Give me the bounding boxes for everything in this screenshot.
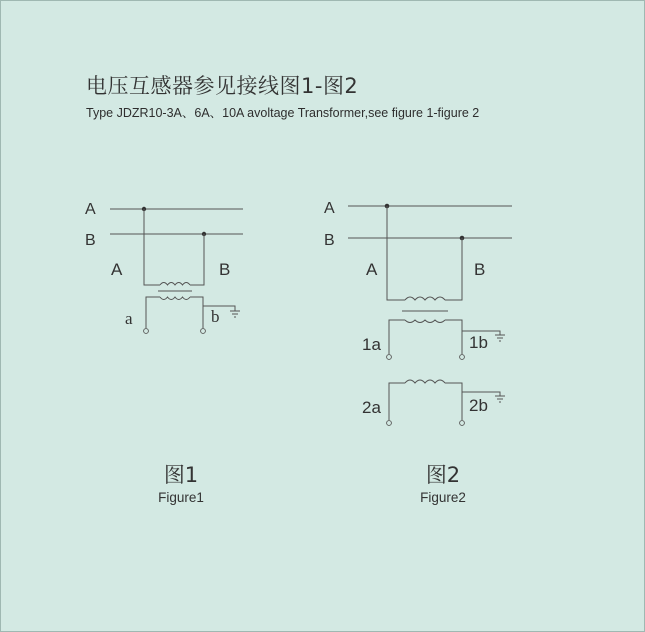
fig1-primary-b-label: B xyxy=(219,260,231,279)
fig2-primary-coil xyxy=(405,297,445,300)
figure-1 xyxy=(85,201,243,505)
fig1-ground-icon xyxy=(230,311,240,317)
fig1-primary-coil xyxy=(160,283,190,286)
fig2-terminal-1a xyxy=(387,355,392,360)
fig2-terminal-2a xyxy=(387,421,392,426)
fig1-caption-en: Figure1 xyxy=(158,490,204,505)
fig1-bus-a-label: A xyxy=(85,201,96,218)
fig2-primary-b-label: B xyxy=(474,260,486,279)
fig2-primary-lead-b xyxy=(445,238,462,300)
fig1-secondary-lead-a xyxy=(146,297,160,328)
fig1-terminal-a xyxy=(144,329,149,334)
fig1-secondary-b-label: b xyxy=(211,307,220,326)
fig2-secondary-1b-label: 1b xyxy=(469,333,488,352)
figure-2 xyxy=(324,200,512,505)
fig2-secondary1-lead-b xyxy=(445,320,462,354)
fig1-primary-lead-a xyxy=(144,209,160,285)
fig2-secondary-coil-1 xyxy=(405,320,445,323)
fig2-bus-a-label: A xyxy=(324,200,335,217)
fig1-terminal-b xyxy=(201,329,206,334)
fig2-terminal-2b xyxy=(460,421,465,426)
fig1-primary-lead-b xyxy=(190,234,204,285)
fig1-secondary-a-label: a xyxy=(125,309,133,328)
fig1-secondary-lead-b xyxy=(190,297,203,328)
fig2-caption-cn: 图2 xyxy=(425,463,461,487)
fig2-ground1-icon xyxy=(495,335,505,341)
fig2-secondary2-lead-b xyxy=(445,383,462,420)
page-title: 电压互感器参见接线图1-图2 xyxy=(86,74,359,98)
fig2-terminal-1b xyxy=(460,355,465,360)
page-subtitle: Type JDZR10-3A、6A、10A avoltage Transformer,see figure 1-figure 2 xyxy=(86,106,480,120)
fig2-caption-en: Figure2 xyxy=(420,490,466,505)
fig2-primary-a-label: A xyxy=(366,260,378,279)
fig2-bus-b-label: B xyxy=(324,232,335,249)
fig2-secondary-2a-label: 2a xyxy=(362,398,381,417)
fig2-secondary1-lead-a xyxy=(389,320,405,354)
fig1-bus-b-label: B xyxy=(85,232,96,249)
fig2-primary-lead-a xyxy=(387,206,405,300)
fig2-secondary2-lead-a xyxy=(389,383,405,420)
fig1-caption-cn: 图1 xyxy=(163,463,199,487)
fig2-ground2-icon xyxy=(495,396,505,402)
fig2-secondary-2b-label: 2b xyxy=(469,396,488,415)
fig2-secondary-coil-2 xyxy=(405,380,445,383)
fig1-primary-a-label: A xyxy=(111,260,123,279)
fig2-secondary-1a-label: 1a xyxy=(362,335,381,354)
fig1-secondary-coil xyxy=(160,297,190,300)
